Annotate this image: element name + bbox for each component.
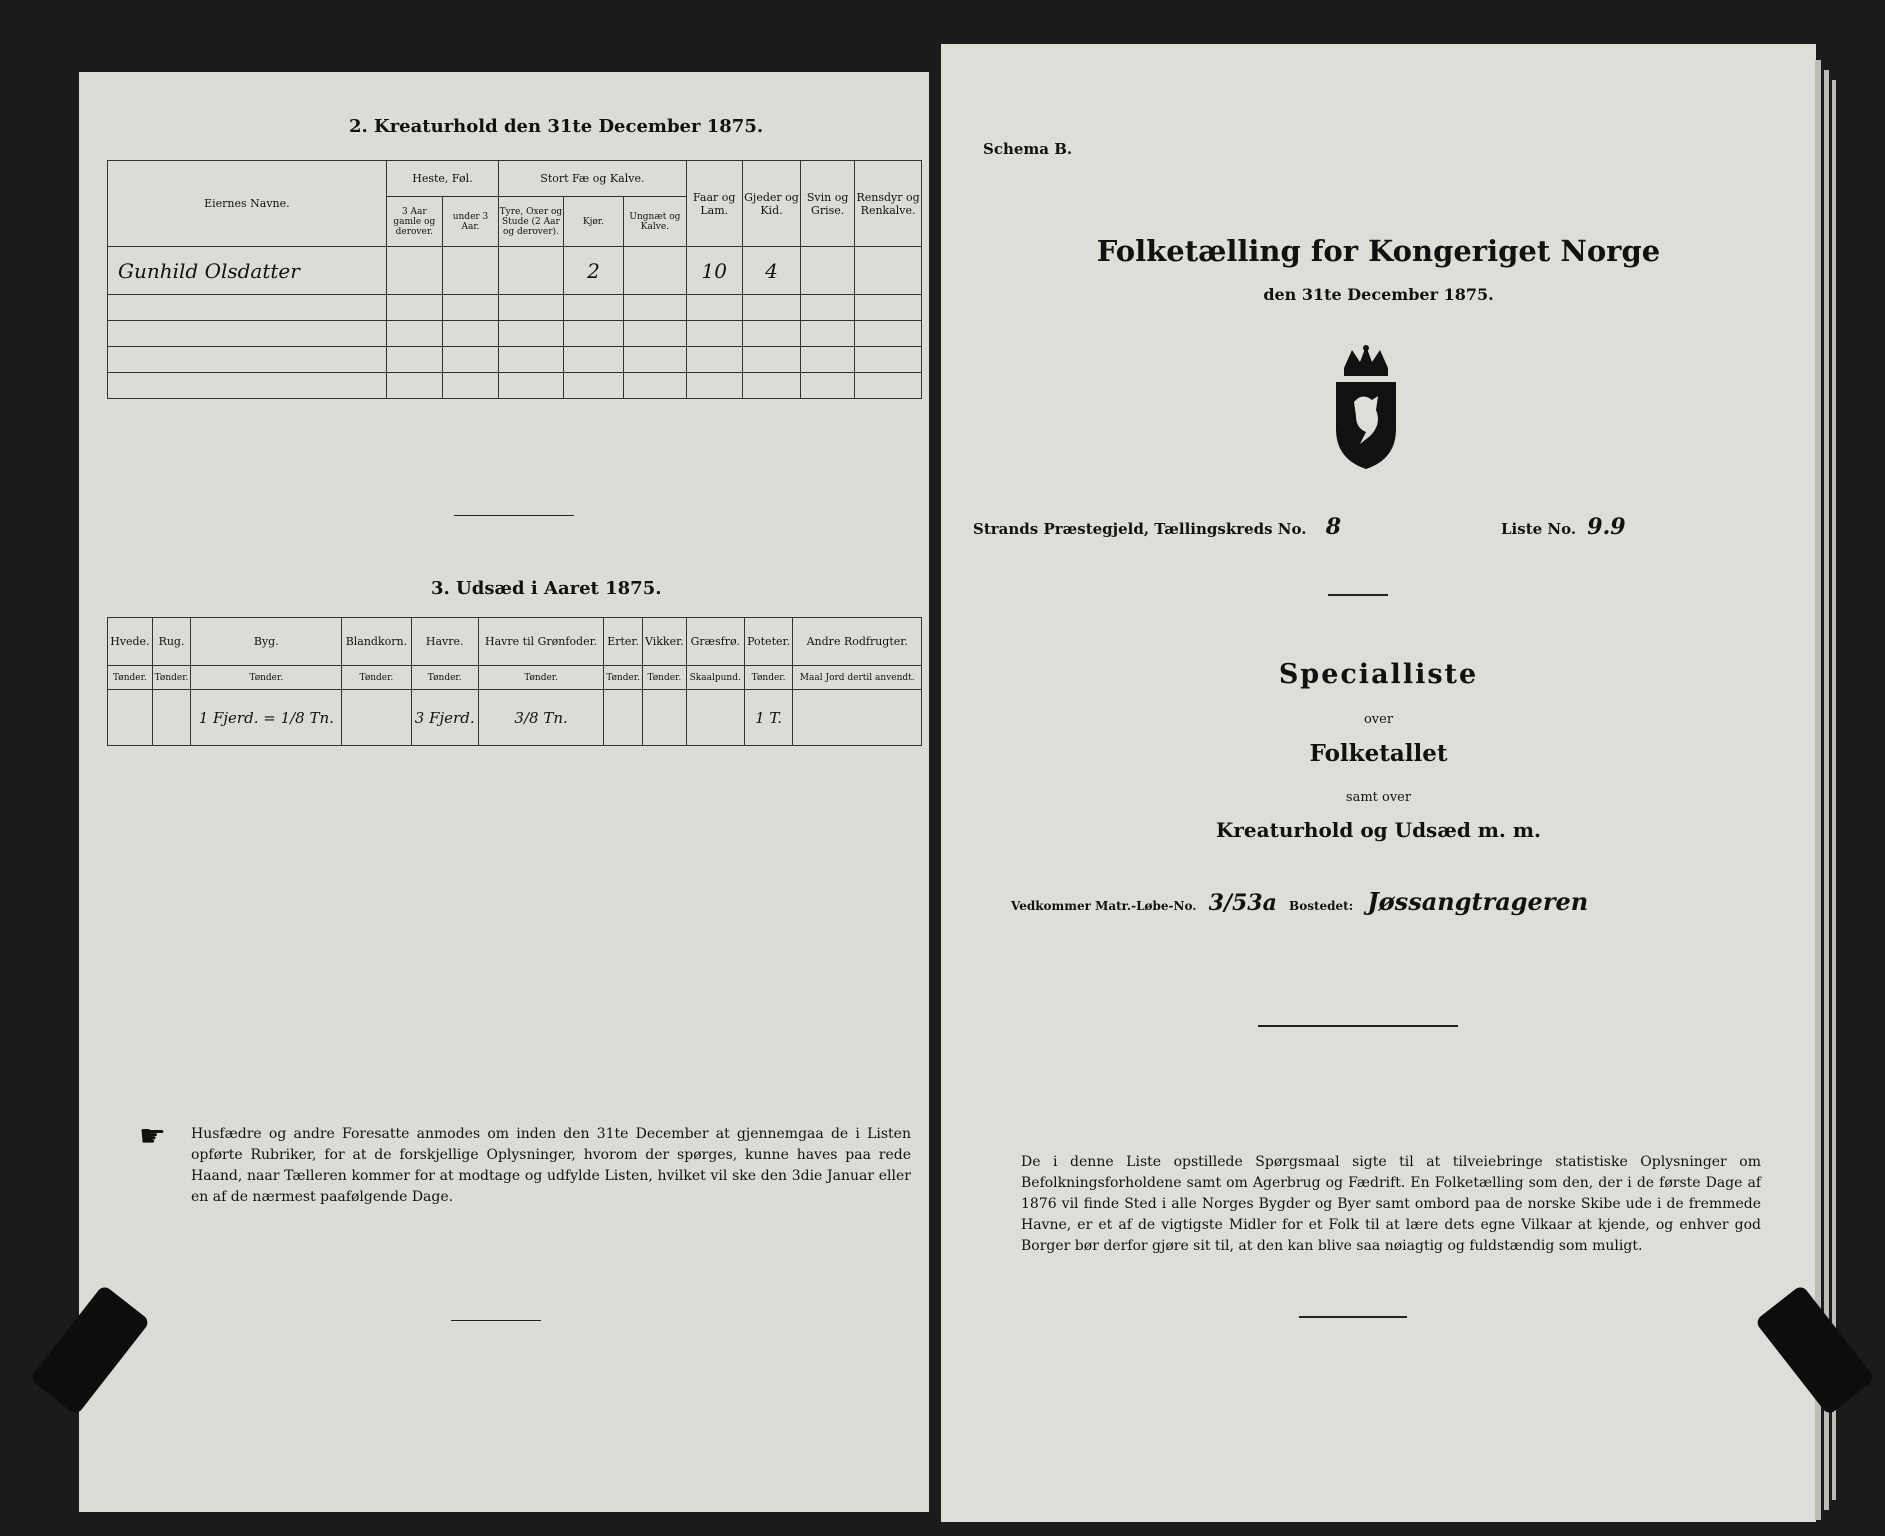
table-row — [108, 373, 922, 399]
sheep-header: Faar og Lam. — [686, 161, 742, 247]
census-date: den 31te December 1875. — [1263, 285, 1494, 304]
bosted-value: Jøssangtrageren — [1367, 887, 1589, 916]
page-title: Folketælling for Kongeriget Norge — [1096, 234, 1661, 268]
bulls-cell — [499, 247, 564, 295]
reindeer-header: Rensdyr og Renkalve. — [855, 161, 922, 247]
seed-unit: Maal Jord dertil anvendt. — [793, 666, 922, 690]
specialliste-heading: Specialliste — [1278, 659, 1479, 690]
reindeer-cell — [855, 247, 922, 295]
over-text: over — [1363, 712, 1394, 727]
seed-header: Andre Rodfrugter. — [793, 618, 922, 666]
seed-header: Græsfrø. — [686, 618, 744, 666]
seed-unit: Tønder. — [342, 666, 411, 690]
pigs-cell — [801, 247, 855, 295]
list-label: Liste No. 9.9 — [1501, 514, 1626, 540]
seed-header: Havre til Grønfoder. — [478, 618, 603, 666]
seed-header: Vikker. — [642, 618, 686, 666]
right-page — [941, 44, 1816, 1522]
table-row — [108, 321, 922, 347]
seed-header: Rug. — [152, 618, 191, 666]
divider — [1258, 1025, 1458, 1027]
bulls-header: Tyre, Oxer og Stude (2 Aar og derover). — [499, 197, 564, 247]
seed-value: 3 Fjerd. — [411, 690, 478, 746]
page-edge — [1815, 60, 1821, 1520]
seed-value — [108, 690, 153, 746]
owner-header: Eiernes Navne. — [108, 161, 387, 247]
intro-paragraph: De i denne Liste opstillede Spørgsmaal sigte til at tilveiebringe statistiske Oplysninger om Befolkningsforholdene samt om Agerbrug og Fædrift. En Folketælling som den, der i de første Dage af 1876 vil finde Sted i alle Norges Bygder og Byer samt ombord paa de norske Skibe ude i de fremmede Havne, er et af de vigtigste Midler for et Folk til at lære dets egne Vilkaar at kjende, og enhver god Borger bør derfor gjøre sit til, at den kan blive saa nøiagtig og fuldstændig som muligt. — [1021, 1154, 1761, 1254]
cows-header: Kjør. — [563, 197, 623, 247]
seed-value: 1 Fjerd. = 1/8 Tn. — [191, 690, 342, 746]
seed-unit: Skaalpund. — [686, 666, 744, 690]
cows-cell: 2 — [563, 247, 623, 295]
livestock-title: 2. Kreaturhold den 31te December 1875. — [349, 116, 764, 137]
seed-value — [342, 690, 411, 746]
seed-unit: Tønder. — [108, 666, 153, 690]
folketallet-heading: Folketallet — [1309, 740, 1448, 767]
horses-young-cell — [442, 247, 498, 295]
divider — [1299, 1316, 1407, 1318]
coat-of-arms-icon — [1326, 344, 1406, 474]
page-edge — [1824, 70, 1829, 1510]
seed-unit: Tønder. — [642, 666, 686, 690]
kreaturhold-heading: Kreaturhold og Udsæd m. m. — [1216, 818, 1541, 842]
divider — [451, 1320, 541, 1321]
seed-unit: Tønder. — [604, 666, 643, 690]
pointing-hand-icon: ☛ — [139, 1119, 166, 1154]
livestock-table — [107, 160, 922, 399]
seed-value — [604, 690, 643, 746]
seed-header: Poteter. — [744, 618, 793, 666]
young-cattle-cell — [624, 247, 687, 295]
sheep-cell: 10 — [686, 247, 742, 295]
seed-value — [686, 690, 744, 746]
seed-header: Byg. — [191, 618, 342, 666]
seed-title: 3. Udsæd i Aaret 1875. — [431, 578, 662, 599]
cattle-group-header: Stort Fæ og Kalve. — [499, 161, 687, 197]
matr-number: 3/53a — [1208, 890, 1277, 916]
goats-header: Gjeder og Kid. — [742, 161, 800, 247]
seed-table — [107, 617, 922, 746]
horses-young-header: under 3 Aar. — [442, 197, 498, 247]
seed-value: 1 T. — [744, 690, 793, 746]
seed-value: 3/8 Tn. — [478, 690, 603, 746]
seed-value — [642, 690, 686, 746]
table-row — [108, 295, 922, 321]
district-label: Strands Præstegjeld, Tællingskreds No. 8 — [973, 514, 1342, 540]
horses-old-cell — [386, 247, 442, 295]
seed-unit: Tønder. — [152, 666, 191, 690]
seed-header: Erter. — [604, 618, 643, 666]
owner-cell: Gunhild Olsdatter — [108, 247, 387, 295]
samt-over-text: samt over — [1345, 790, 1412, 805]
page-edge — [1832, 80, 1836, 1500]
seed-header: Blandkorn. — [342, 618, 411, 666]
notice-text: Husfædre og andre Foresatte anmodes om inden den 31te December at gjennemgaa de i Listen opførte Rubriker, for at de forskjellige Oplysninger, hvorom der spørges, kunne haves paa rede Haand, naar Tælleren kommer for at modtage og udfylde Listen, hvilket vil ske den 3die Januar eller en af de nærmest paafølgende Dage. — [191, 1126, 911, 1205]
district-number: 8 — [1325, 514, 1342, 540]
seed-unit: Tønder. — [191, 666, 342, 690]
list-number: 9.9 — [1587, 514, 1626, 540]
seed-unit: Tønder. — [744, 666, 793, 690]
seed-header: Hvede. — [108, 618, 153, 666]
divider — [454, 515, 574, 516]
matr-line: Vedkommer Matr.-Løbe-No. 3/53a Bostedet: Jøssangtrageren — [1011, 887, 1589, 916]
seed-unit: Tønder. — [411, 666, 478, 690]
seed-value — [152, 690, 191, 746]
table-row — [108, 347, 922, 373]
table-row — [108, 247, 922, 295]
horses-old-header: 3 Aar gamle og derover. — [386, 197, 442, 247]
young-cattle-header: Ungnæt og Kalve. — [624, 197, 687, 247]
divider — [1328, 594, 1388, 596]
seed-unit: Tønder. — [478, 666, 603, 690]
seed-header: Havre. — [411, 618, 478, 666]
pigs-header: Svin og Grise. — [801, 161, 855, 247]
goats-cell: 4 — [742, 247, 800, 295]
schema-label: Schema B. — [983, 140, 1073, 158]
seed-value — [793, 690, 922, 746]
horses-group-header: Heste, Føl. — [386, 161, 498, 197]
left-page — [79, 72, 929, 1512]
